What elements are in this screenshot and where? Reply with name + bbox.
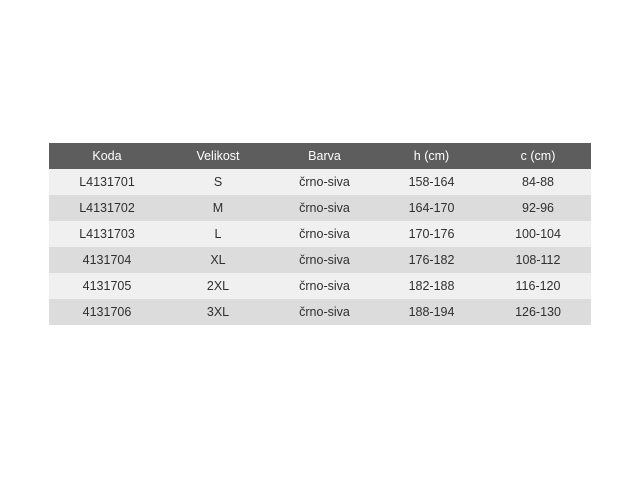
cell-barva: črno-siva xyxy=(299,201,350,215)
cell-barva: črno-siva xyxy=(299,227,350,241)
cell-c: 92-96 xyxy=(522,201,554,215)
table-header xyxy=(49,143,591,169)
size-table-container xyxy=(49,143,591,325)
table-row xyxy=(49,247,591,273)
column-header-c: c (cm) xyxy=(520,149,556,163)
cell-velikost: L xyxy=(214,227,222,241)
cell-koda: L4131703 xyxy=(79,227,135,241)
cell-koda: 4131705 xyxy=(82,279,132,293)
cell-koda: L4131702 xyxy=(79,201,135,215)
cell-velikost: 2XL xyxy=(206,279,230,293)
table-row xyxy=(49,195,591,221)
cell-barva: črno-siva xyxy=(299,279,350,293)
cell-barva: črno-siva xyxy=(299,305,350,319)
table-row xyxy=(49,169,591,195)
cell-koda: 4131706 xyxy=(82,305,132,319)
cell-c: 100-104 xyxy=(515,227,561,241)
cell-h: 158-164 xyxy=(408,175,455,189)
table-header-row xyxy=(49,143,591,169)
cell-c: 108-112 xyxy=(515,253,561,267)
cell-h: 170-176 xyxy=(408,227,455,241)
table-row xyxy=(49,273,591,299)
cell-velikost: XL xyxy=(210,253,226,267)
column-header-h: h (cm) xyxy=(413,149,450,163)
cell-koda: 4131704 xyxy=(82,253,132,267)
cell-koda: L4131701 xyxy=(79,175,135,189)
table-row xyxy=(49,221,591,247)
column-header-barva: Barva xyxy=(308,149,341,163)
column-header-velikost: Velikost xyxy=(196,149,240,163)
size-table xyxy=(49,143,591,325)
cell-c: 116-120 xyxy=(515,279,561,293)
cell-velikost: M xyxy=(212,201,224,215)
cell-h: 176-182 xyxy=(408,253,455,267)
cell-h: 188-194 xyxy=(408,305,455,319)
cell-barva: črno-siva xyxy=(299,175,350,189)
column-header-koda: Koda xyxy=(92,149,122,163)
cell-velikost: S xyxy=(213,175,223,189)
cell-velikost: 3XL xyxy=(206,305,230,319)
cell-h: 164-170 xyxy=(408,201,455,215)
cell-c: 84-88 xyxy=(522,175,554,189)
cell-c: 126-130 xyxy=(515,305,561,319)
table-row xyxy=(49,299,591,325)
cell-h: 182-188 xyxy=(408,279,455,293)
cell-barva: črno-siva xyxy=(299,253,350,267)
table-body xyxy=(49,169,591,325)
